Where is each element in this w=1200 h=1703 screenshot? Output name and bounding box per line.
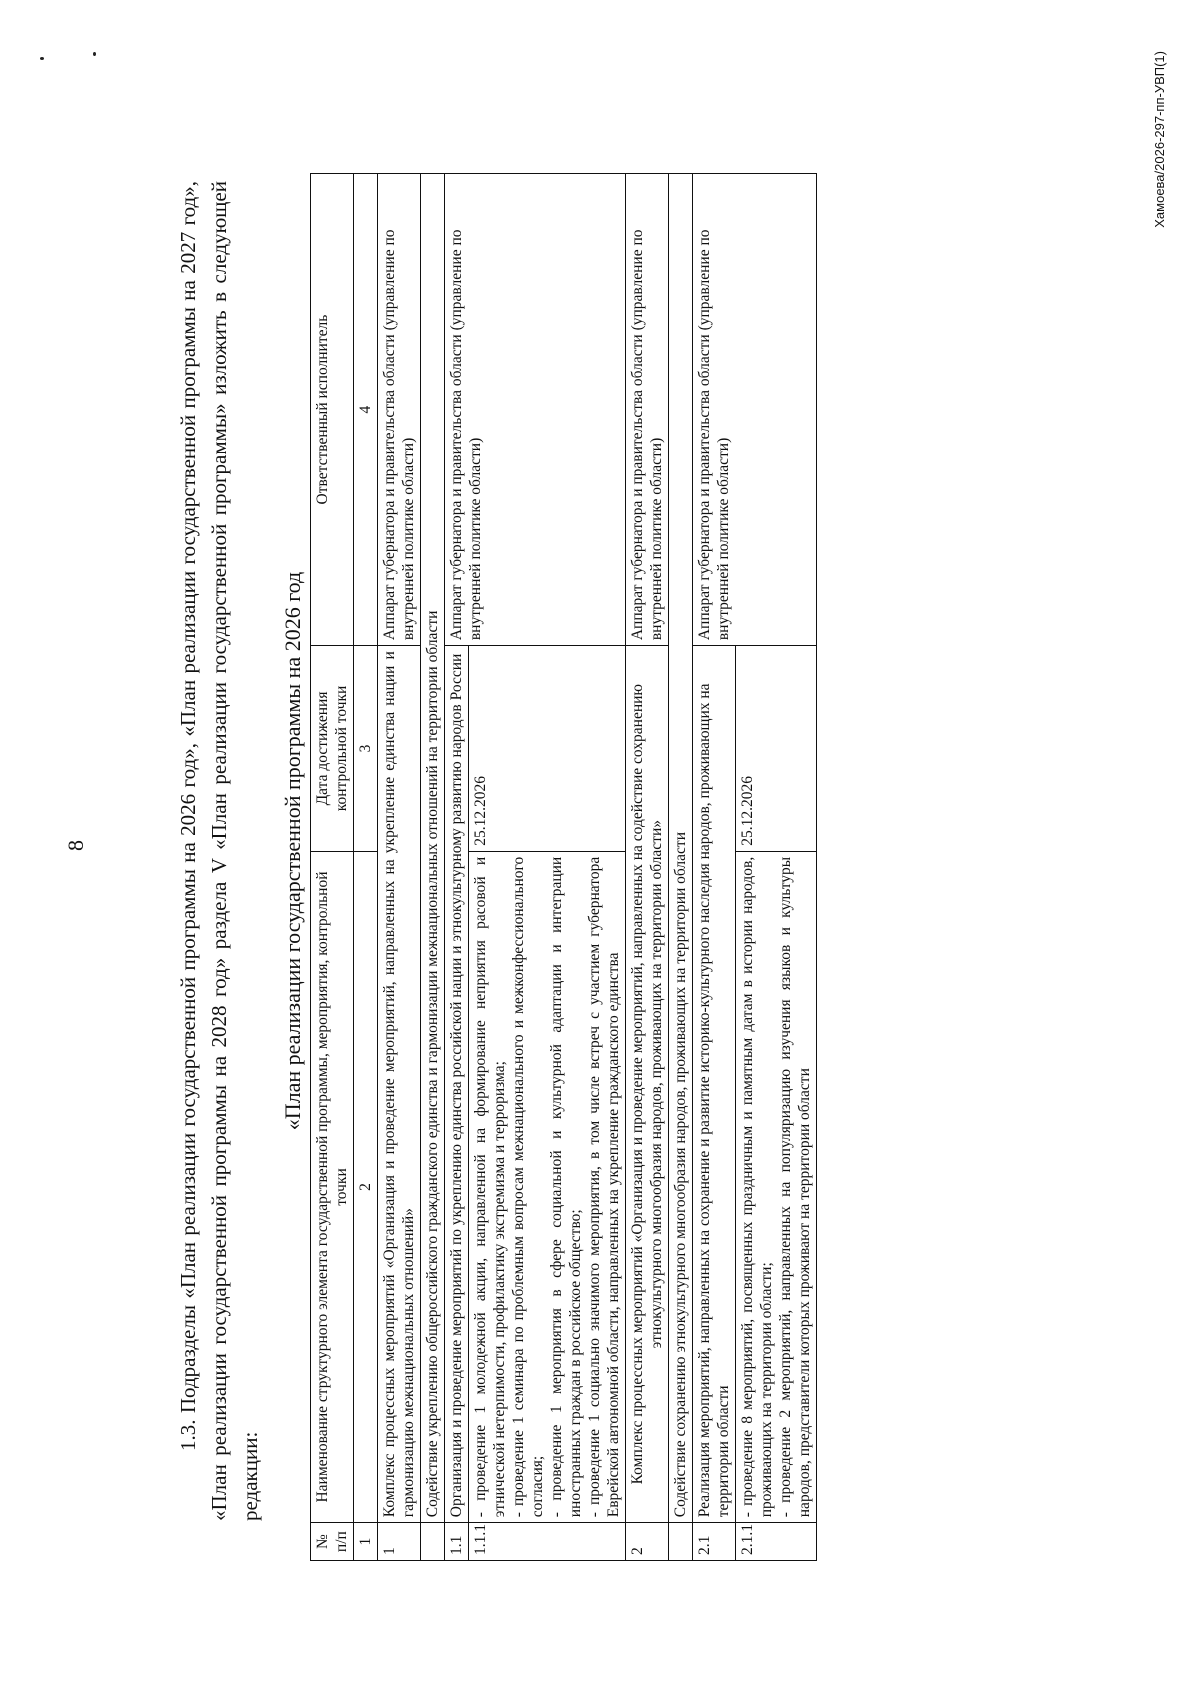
task-title: Содействие укреплению общероссийского гражданского единства и гармонизации межнациональных отношений на территории области: [421, 174, 445, 1523]
row-date: 25.12.2026: [469, 646, 626, 852]
column-number: 3: [354, 646, 378, 852]
table-row: [378, 174, 421, 1561]
row-number: 2.1.1: [736, 1523, 817, 1561]
checkpoint-item: - проведение 8 мероприятий, посвященных праздничным и памятным датам в истории народов, проживающих на территории области;: [739, 856, 775, 1518]
implementation-plan-table: [310, 173, 817, 1561]
empty-cell: [669, 1523, 693, 1561]
page-number: 8: [63, 839, 88, 851]
column-number: 2: [354, 851, 378, 1522]
scan-speck: [93, 52, 96, 56]
header-name: Наименование структурного элемента государственной программы, мероприятия, контрольной точки: [311, 851, 354, 1522]
task-title: Содействие сохранению этнокультурного многообразия народов, проживающих на территории области: [669, 174, 693, 1523]
row-responsible: Аппарат губернатора и правительства области (управление по внутренней политике области): [626, 174, 669, 646]
table-row: [626, 174, 669, 1561]
table-header-row: [311, 174, 354, 1561]
table-row: [669, 174, 693, 1561]
row-responsible: Аппарат губернатора и правительства области (управление по внутренней политике области): [378, 174, 421, 646]
document-code: Хамоева/2026-297-пп-УВП(1): [1152, 51, 1167, 228]
header-date: Дата достижения контрольной точки: [311, 646, 354, 852]
row-checkpoint-list: [736, 851, 817, 1522]
row-name: Организация и проведение мероприятий по укреплению единства российской нации и этнокультурному развитию народов России: [445, 646, 469, 1523]
row-responsible: Аппарат губернатора и правительства области (управление по внутренней политике области): [693, 174, 817, 646]
column-number-row: [354, 174, 378, 1561]
row-name: Комплекс процессных мероприятий «Организация и проведение мероприятий, направленных на содействие сохранению этнокультурного многообразия народов, проживающих на территории области»: [626, 646, 669, 1523]
row-responsible: Аппарат губернатора и правительства области (управление по внутренней политике области): [445, 174, 626, 646]
checkpoint-item: - проведение 1 семинара по проблемным вопросам межнационального и межконфессионального согласия;: [510, 856, 546, 1518]
scan-speck: [40, 57, 44, 60]
row-number: 1.1.1: [469, 1523, 626, 1561]
row-date: 25.12.2026: [736, 646, 817, 852]
checkpoint-item: - проведение 1 мероприятия в сфере социальной и культурной адаптации и интеграции иностранных граждан в российское общество;: [548, 856, 584, 1518]
table-row: [421, 174, 445, 1561]
row-number: 1: [378, 1523, 421, 1561]
column-number: 4: [354, 174, 378, 646]
table-row: [693, 174, 736, 1561]
column-number: 1: [354, 1523, 378, 1561]
section-heading: [173, 181, 266, 1521]
header-number: № п/п: [311, 1523, 354, 1561]
checkpoint-item: - проведение 2 мероприятий, направленных на популяризацию изучения языков и культуры народов, представители которых проживают на территории области: [777, 856, 813, 1518]
row-number: 2.1: [693, 1523, 736, 1561]
row-checkpoint-list: [469, 851, 626, 1522]
checkpoint-item: - проведение 1 молодежной акции, направленной на формирование неприятия расовой и этнической нетерпимости, профилактику экстремизма и терроризма;: [472, 856, 508, 1518]
row-name: Комплекс процессных мероприятий «Организация и проведение мероприятий, направленных на укрепление единства нации и гармонизацию межнациональных отношений»: [378, 646, 421, 1523]
checkpoint-item: - проведение 1 социально значимого мероприятия, в том числе встреч с участием губернатора Еврейской автономной области, направленных на укрепление гражданского единства: [586, 856, 622, 1518]
section-heading-text: 1.3. Подразделы «План реализации государственной программы на 2026 год», «План реализации государственной программы на 2027 год», «План реализации государственной программы на 2028 год» раздела V «План реализации государственной программы» изложить в следующей редакции:: [176, 181, 262, 1521]
empty-cell: [421, 1523, 445, 1561]
table-row: [445, 174, 469, 1561]
row-number: 1.1: [445, 1523, 469, 1561]
row-number: 2: [626, 1523, 669, 1561]
table-caption: «План реализации государственной программы на 2026 год: [280, 571, 305, 1131]
row-name: Реализация мероприятий, направленных на сохранение и развитие историко-культурного наследия народов, проживающих на территории области: [693, 646, 736, 1523]
rotated-document-sheet: [25, 31, 1185, 1671]
header-responsible: Ответственный исполнитель: [311, 174, 354, 646]
